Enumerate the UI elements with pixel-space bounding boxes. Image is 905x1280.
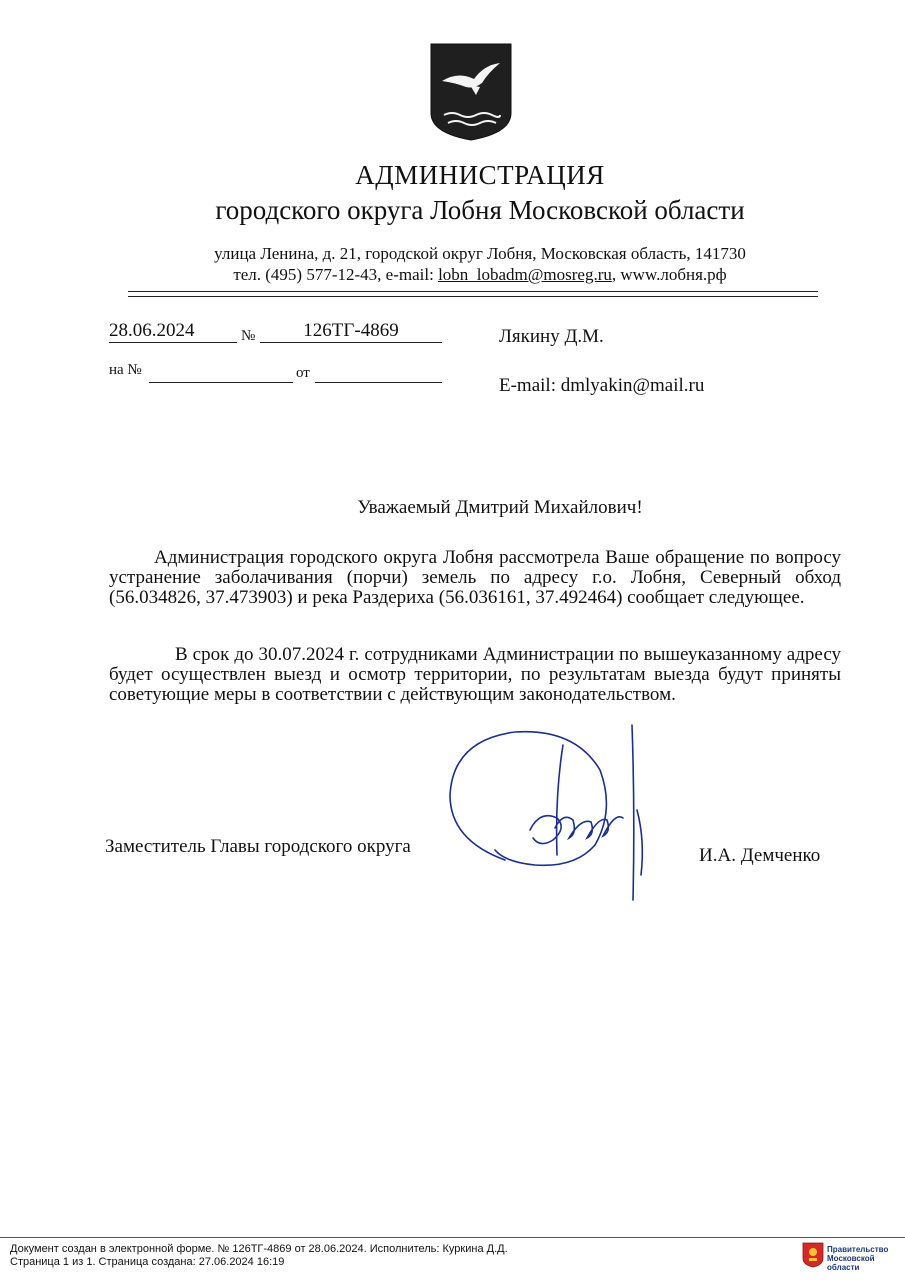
recipient-name: Лякину Д.М. xyxy=(499,326,604,347)
org-address: улица Ленина, д. 21, городской округ Лобня, Московская область, 141730 xyxy=(214,244,746,263)
footer-document-info: Документ создан в электронной форме. № 126ТГ-4869 от 28.06.2024. Исполнитель: Куркина Д.Д. xyxy=(10,1243,508,1255)
letter-paragraph-1: Администрация городского округа Лобня рассмотрела Ваше обращение по вопросу устранение заболачивания (порчи) земель по адресу г.о. Лобня, Северный обход (56.034826, 37.473903) и река Раздериха (56.036161, 37.492464) сообщает следующее. xyxy=(109,547,841,608)
ref-number-field xyxy=(149,363,293,383)
recipient-email: E-mail: dmlyakin@mail.ru xyxy=(499,375,705,396)
org-title: АДМИНИСТРАЦИЯ xyxy=(355,160,605,190)
city-emblem-icon xyxy=(430,43,512,141)
gov-label-line-2: Московской области xyxy=(827,1254,875,1272)
gov-label xyxy=(827,1245,905,1272)
letter-paragraph-2: В срок до 30.07.2024 г. сотрудниками Администрации по вышеуказанному адресу будет осуществлен выезд и осмотр территории, по результатам выезда будут приняты советующие меры в соответствии с действующим законодательством. xyxy=(109,644,841,705)
contact-email-link[interactable]: lobn_lobadm@mosreg.ru xyxy=(438,265,612,284)
header-divider-top xyxy=(128,291,818,292)
reg-number-label: № xyxy=(241,328,256,344)
handwritten-signature-icon xyxy=(445,700,675,910)
reg-date: 28.06.2024 xyxy=(109,320,195,341)
reg-date-field xyxy=(109,320,237,343)
ref-date-field xyxy=(315,363,442,383)
footer-divider xyxy=(0,1237,905,1238)
contact-suffix: , www.лобня.рф xyxy=(611,265,727,284)
reg-number: 126ТГ-4869 xyxy=(303,320,399,341)
ref-number-label: на № xyxy=(109,362,142,378)
moscow-region-emblem-icon xyxy=(802,1242,824,1268)
letter-greeting: Уважаемый Дмитрий Михайлович! xyxy=(357,497,643,518)
org-subtitle: городского округа Лобня Московской области xyxy=(215,195,745,225)
signatory-name: И.А. Демченко xyxy=(699,845,821,866)
signatory-title: Заместитель Главы городского округа xyxy=(105,836,411,857)
gov-label-line-1: Правительство xyxy=(827,1245,889,1254)
header-divider-bottom xyxy=(128,296,818,297)
org-contacts xyxy=(0,265,905,285)
ref-from-label: от xyxy=(296,365,310,381)
contact-prefix: тел. (495) 577-12-43, e-mail: xyxy=(233,265,439,284)
footer-page-info: Страница 1 из 1. Страница создана: 27.06.2024 16:19 xyxy=(10,1256,285,1268)
reg-number-field xyxy=(260,320,442,343)
